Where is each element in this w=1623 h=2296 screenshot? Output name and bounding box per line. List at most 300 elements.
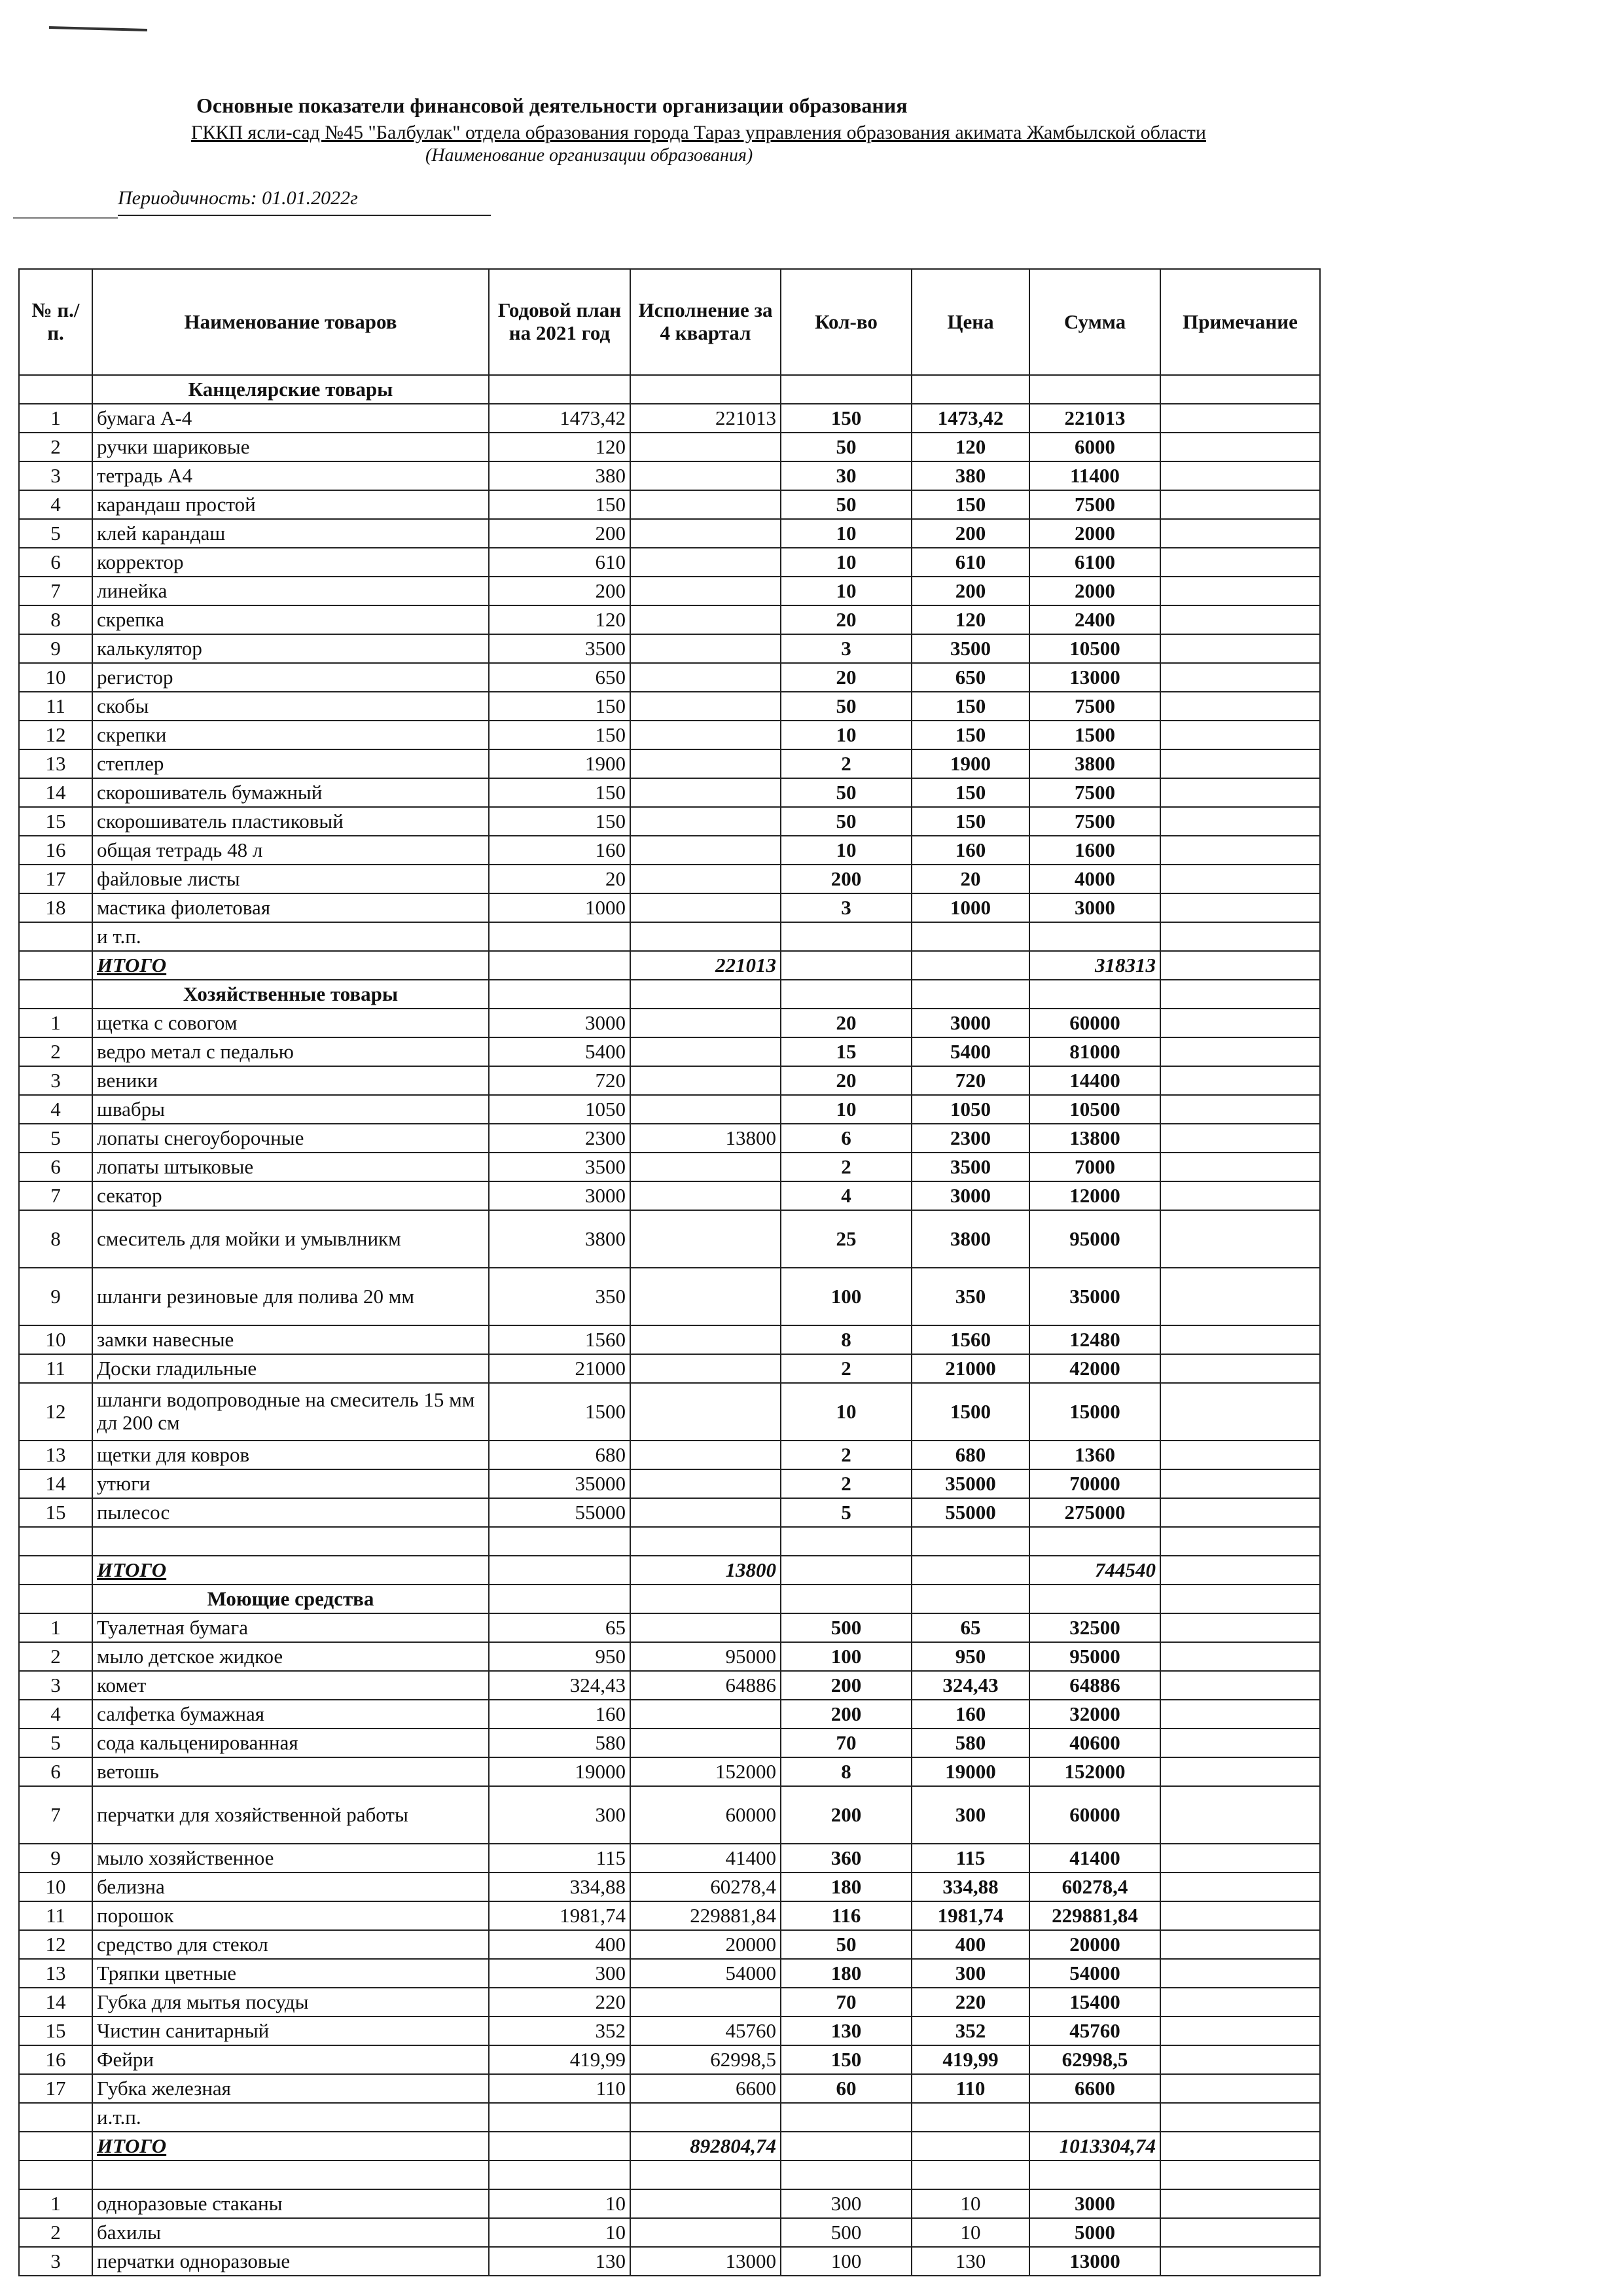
total-label: ИТОГО — [92, 951, 489, 980]
empty-cell — [1160, 375, 1320, 404]
price-value: 1560 — [912, 1325, 1029, 1354]
note-cell — [1160, 692, 1320, 721]
quantity-value: 300 — [781, 2189, 912, 2218]
row-number: 6 — [19, 1153, 92, 1181]
quantity-value: 15 — [781, 1037, 912, 1066]
note-cell — [1160, 1498, 1320, 1527]
empty-cell — [1029, 2103, 1160, 2132]
price-value: 300 — [912, 1786, 1029, 1844]
organization-caption: (Наименование организации образования) — [425, 145, 753, 166]
document-title: Основные показатели финансовой деятельности организации образования — [196, 94, 908, 117]
item-name: скрепки — [92, 721, 489, 749]
quantity-value: 200 — [781, 1671, 912, 1700]
table-row — [19, 1786, 1320, 1844]
empty-cell — [630, 1585, 781, 1613]
item-name: смеситель для мойки и умывлникм — [92, 1210, 489, 1268]
table-row — [19, 1901, 1320, 1930]
quantity-value: 2 — [781, 1153, 912, 1181]
plan-value: 400 — [489, 1930, 630, 1959]
row-number: 4 — [19, 1095, 92, 1124]
table-header-row — [19, 269, 1320, 375]
item-name: перчатки для хозяйственной работы — [92, 1786, 489, 1844]
table-row — [19, 1210, 1320, 1268]
note-cell — [1160, 634, 1320, 663]
table-row — [19, 1383, 1320, 1441]
execution-value — [630, 865, 781, 893]
quantity-value: 10 — [781, 1095, 912, 1124]
row-number: 2 — [19, 2218, 92, 2247]
note-cell — [1160, 749, 1320, 778]
table-row — [19, 1124, 1320, 1153]
note-cell — [1160, 778, 1320, 807]
execution-value: 13800 — [630, 1124, 781, 1153]
item-name: мыло детское жидкое — [92, 1642, 489, 1671]
row-number: 1 — [19, 404, 92, 433]
item-name: перчатки одноразовые — [92, 2247, 489, 2276]
item-name: корректор — [92, 548, 489, 577]
table-row — [19, 1037, 1320, 1066]
note-cell — [1160, 1210, 1320, 1268]
row-number: 11 — [19, 692, 92, 721]
note-cell — [1160, 404, 1320, 433]
etc-row — [19, 2103, 1320, 2132]
note-cell — [1160, 1009, 1320, 1037]
item-name: пылесос — [92, 1498, 489, 1527]
empty-cell — [19, 1556, 92, 1585]
sum-value: 6000 — [1029, 433, 1160, 461]
period-label: Периодичность: 01.01.2022г — [118, 187, 358, 209]
table-row — [19, 1354, 1320, 1383]
execution-value: 62998,5 — [630, 2045, 781, 2074]
section-header-row — [19, 980, 1320, 1009]
row-number: 8 — [19, 1210, 92, 1268]
item-name: регистор — [92, 663, 489, 692]
plan-value: 1500 — [489, 1383, 630, 1441]
item-name: лопаты штыковые — [92, 1153, 489, 1181]
table-row — [19, 1613, 1320, 1642]
item-name: порошок — [92, 1901, 489, 1930]
note-cell — [1160, 1469, 1320, 1498]
table-body — [19, 375, 1320, 2276]
sum-value: 7000 — [1029, 1153, 1160, 1181]
price-value: 3000 — [912, 1009, 1029, 1037]
execution-value: 60278,4 — [630, 1873, 781, 1901]
table-row — [19, 1700, 1320, 1729]
row-number: 2 — [19, 433, 92, 461]
plan-value: 419,99 — [489, 2045, 630, 2074]
row-number: 17 — [19, 865, 92, 893]
sum-value: 12480 — [1029, 1325, 1160, 1354]
table-row — [19, 1325, 1320, 1354]
table-row — [19, 1930, 1320, 1959]
empty-cell — [489, 1556, 630, 1585]
quantity-value: 50 — [781, 807, 912, 836]
plan-value: 150 — [489, 778, 630, 807]
sum-value: 15400 — [1029, 1988, 1160, 2017]
table-row — [19, 634, 1320, 663]
row-number: 13 — [19, 1959, 92, 1988]
price-value: 1500 — [912, 1383, 1029, 1441]
table-row — [19, 1988, 1320, 2017]
plan-value: 115 — [489, 1844, 630, 1873]
execution-value — [630, 1441, 781, 1469]
execution-value — [630, 548, 781, 577]
table-row — [19, 404, 1320, 433]
plan-value: 580 — [489, 1729, 630, 1757]
table-row — [19, 1642, 1320, 1671]
plan-value: 19000 — [489, 1757, 630, 1786]
plan-value: 10 — [489, 2189, 630, 2218]
empty-cell — [912, 922, 1029, 951]
plan-value: 2300 — [489, 1124, 630, 1153]
table-row — [19, 519, 1320, 548]
row-number: 15 — [19, 2017, 92, 2045]
execution-value: 229881,84 — [630, 1901, 781, 1930]
execution-value — [630, 2218, 781, 2247]
plan-value: 1981,74 — [489, 1901, 630, 1930]
note-cell — [1160, 433, 1320, 461]
total-execution: 892804,74 — [630, 2132, 781, 2161]
sum-value: 275000 — [1029, 1498, 1160, 1527]
quantity-value: 180 — [781, 1959, 912, 1988]
plan-value: 10 — [489, 2218, 630, 2247]
section-header-row — [19, 375, 1320, 404]
table-row — [19, 778, 1320, 807]
quantity-value: 50 — [781, 433, 912, 461]
note-cell — [1160, 1873, 1320, 1901]
execution-value — [630, 836, 781, 865]
quantity-value: 20 — [781, 1066, 912, 1095]
row-number: 3 — [19, 1671, 92, 1700]
row-number: 15 — [19, 807, 92, 836]
sum-value: 4000 — [1029, 865, 1160, 893]
note-cell — [1160, 1124, 1320, 1153]
quantity-value: 50 — [781, 778, 912, 807]
plan-value: 3500 — [489, 1153, 630, 1181]
sum-value: 45760 — [1029, 2017, 1160, 2045]
sum-value: 64886 — [1029, 1671, 1160, 1700]
col-header-price: Цена — [912, 269, 1029, 375]
table-row — [19, 605, 1320, 634]
sum-value: 5000 — [1029, 2218, 1160, 2247]
execution-value — [630, 1469, 781, 1498]
price-value: 1050 — [912, 1095, 1029, 1124]
empty-cell — [1160, 1556, 1320, 1585]
note-cell — [1160, 1757, 1320, 1786]
quantity-value: 30 — [781, 461, 912, 490]
execution-value: 54000 — [630, 1959, 781, 1988]
table-row — [19, 1873, 1320, 1901]
execution-value — [630, 433, 781, 461]
row-number: 9 — [19, 634, 92, 663]
note-cell — [1160, 1354, 1320, 1383]
price-value: 650 — [912, 663, 1029, 692]
note-cell — [1160, 865, 1320, 893]
item-name: швабры — [92, 1095, 489, 1124]
total-row — [19, 951, 1320, 980]
execution-value — [630, 1988, 781, 2017]
item-name: скобы — [92, 692, 489, 721]
empty-cell — [912, 1527, 1029, 1556]
empty-cell — [489, 375, 630, 404]
section-header-row — [19, 1585, 1320, 1613]
note-cell — [1160, 605, 1320, 634]
empty-cell — [1029, 922, 1160, 951]
execution-value — [630, 807, 781, 836]
price-value: 350 — [912, 1268, 1029, 1325]
table-row — [19, 692, 1320, 721]
execution-value: 152000 — [630, 1757, 781, 1786]
sum-value: 7500 — [1029, 807, 1160, 836]
note-cell — [1160, 1988, 1320, 2017]
table-row — [19, 1181, 1320, 1210]
table-row — [19, 1844, 1320, 1873]
plan-value: 3000 — [489, 1181, 630, 1210]
empty-cell — [781, 2132, 912, 2161]
plan-value: 680 — [489, 1441, 630, 1469]
item-name: скорошиватель бумажный — [92, 778, 489, 807]
execution-value — [630, 1153, 781, 1181]
table-row — [19, 1095, 1320, 1124]
etc-label — [92, 1527, 489, 1556]
price-value: 1981,74 — [912, 1901, 1029, 1930]
sum-value: 15000 — [1029, 1383, 1160, 1441]
note-cell — [1160, 807, 1320, 836]
note-cell — [1160, 1671, 1320, 1700]
row-number: 17 — [19, 2074, 92, 2103]
row-number: 14 — [19, 778, 92, 807]
plan-value: 3500 — [489, 634, 630, 663]
plan-value: 650 — [489, 663, 630, 692]
row-number: 7 — [19, 1786, 92, 1844]
plan-value: 350 — [489, 1268, 630, 1325]
price-value: 610 — [912, 548, 1029, 577]
item-name: Губка железная — [92, 2074, 489, 2103]
table-row — [19, 2218, 1320, 2247]
item-name: калькулятор — [92, 634, 489, 663]
note-cell — [1160, 1729, 1320, 1757]
note-cell — [1160, 663, 1320, 692]
execution-value — [630, 692, 781, 721]
sum-value: 152000 — [1029, 1757, 1160, 1786]
item-name: Губка для мытья посуды — [92, 1988, 489, 2017]
quantity-value: 10 — [781, 1383, 912, 1441]
total-execution: 221013 — [630, 951, 781, 980]
table-row — [19, 2017, 1320, 2045]
empty-cell — [489, 922, 630, 951]
empty-cell — [781, 375, 912, 404]
item-name: утюги — [92, 1469, 489, 1498]
price-value: 680 — [912, 1441, 1029, 1469]
price-value: 950 — [912, 1642, 1029, 1671]
execution-value: 20000 — [630, 1930, 781, 1959]
empty-cell — [19, 951, 92, 980]
row-number: 1 — [19, 1009, 92, 1037]
plan-value: 300 — [489, 1786, 630, 1844]
price-value: 324,43 — [912, 1671, 1029, 1700]
plan-value: 160 — [489, 836, 630, 865]
empty-cell — [19, 2103, 92, 2132]
execution-value — [630, 1037, 781, 1066]
sum-value: 95000 — [1029, 1642, 1160, 1671]
item-name: ветошь — [92, 1757, 489, 1786]
item-name: средство для стекол — [92, 1930, 489, 1959]
item-name: Доски гладильные — [92, 1354, 489, 1383]
execution-value — [630, 1354, 781, 1383]
price-value: 20 — [912, 865, 1029, 893]
item-name: Фейри — [92, 2045, 489, 2074]
empty-cell — [19, 375, 92, 404]
row-number: 3 — [19, 1066, 92, 1095]
plan-value: 120 — [489, 433, 630, 461]
plan-value: 55000 — [489, 1498, 630, 1527]
total-sum: 1013304,74 — [1029, 2132, 1160, 2161]
price-value: 5400 — [912, 1037, 1029, 1066]
plan-value: 720 — [489, 1066, 630, 1095]
execution-value: 60000 — [630, 1786, 781, 1844]
quantity-value: 50 — [781, 692, 912, 721]
row-number: 18 — [19, 893, 92, 922]
item-name: скорошиватель пластиковый — [92, 807, 489, 836]
item-name: мастика фиолетовая — [92, 893, 489, 922]
price-value: 580 — [912, 1729, 1029, 1757]
item-name: ведро метал с педалью — [92, 1037, 489, 1066]
empty-cell — [19, 1527, 92, 1556]
quantity-value: 3 — [781, 634, 912, 663]
quantity-value: 4 — [781, 1181, 912, 1210]
note-cell — [1160, 1181, 1320, 1210]
item-name: скрепка — [92, 605, 489, 634]
plan-value: 110 — [489, 2074, 630, 2103]
note-cell — [1160, 1700, 1320, 1729]
empty-cell — [1160, 2161, 1320, 2189]
note-cell — [1160, 1153, 1320, 1181]
quantity-value: 200 — [781, 865, 912, 893]
price-value: 35000 — [912, 1469, 1029, 1498]
plan-value: 200 — [489, 519, 630, 548]
execution-value — [630, 721, 781, 749]
execution-value — [630, 1009, 781, 1037]
table-row — [19, 893, 1320, 922]
sum-value: 42000 — [1029, 1354, 1160, 1383]
sum-value: 3800 — [1029, 749, 1160, 778]
plan-value: 380 — [489, 461, 630, 490]
note-cell — [1160, 1037, 1320, 1066]
sum-value: 13800 — [1029, 1124, 1160, 1153]
quantity-value: 130 — [781, 2017, 912, 2045]
empty-cell — [1160, 951, 1320, 980]
quantity-value: 150 — [781, 2045, 912, 2074]
sum-value: 229881,84 — [1029, 1901, 1160, 1930]
period-underline — [118, 215, 491, 216]
quantity-value: 8 — [781, 1325, 912, 1354]
table-row — [19, 548, 1320, 577]
sum-value: 60000 — [1029, 1786, 1160, 1844]
quantity-value: 20 — [781, 605, 912, 634]
execution-value — [630, 893, 781, 922]
quantity-value: 6 — [781, 1124, 912, 1153]
execution-value — [630, 1729, 781, 1757]
empty-cell — [489, 1585, 630, 1613]
plan-value: 5400 — [489, 1037, 630, 1066]
sum-value: 40600 — [1029, 1729, 1160, 1757]
table-row — [19, 461, 1320, 490]
price-value: 115 — [912, 1844, 1029, 1873]
empty-cell — [912, 951, 1029, 980]
item-name: степлер — [92, 749, 489, 778]
price-value: 3500 — [912, 634, 1029, 663]
execution-value — [630, 749, 781, 778]
item-name: комет — [92, 1671, 489, 1700]
empty-cell — [19, 980, 92, 1009]
sum-value: 32500 — [1029, 1613, 1160, 1642]
empty-cell — [1029, 1527, 1160, 1556]
price-value: 3800 — [912, 1210, 1029, 1268]
quantity-value: 200 — [781, 1700, 912, 1729]
row-number: 12 — [19, 1383, 92, 1441]
quantity-value: 70 — [781, 1729, 912, 1757]
row-number: 4 — [19, 1700, 92, 1729]
item-name: клей карандаш — [92, 519, 489, 548]
table-row — [19, 2045, 1320, 2074]
sum-value: 2000 — [1029, 577, 1160, 605]
note-cell — [1160, 893, 1320, 922]
note-cell — [1160, 1844, 1320, 1873]
row-number: 10 — [19, 1873, 92, 1901]
price-value: 55000 — [912, 1498, 1029, 1527]
empty-cell — [19, 922, 92, 951]
row-number: 4 — [19, 490, 92, 519]
item-name: лопаты снегоуборочные — [92, 1124, 489, 1153]
execution-value: 221013 — [630, 404, 781, 433]
total-label: ИТОГО — [92, 1556, 489, 1585]
quantity-value: 2 — [781, 749, 912, 778]
row-number: 3 — [19, 2247, 92, 2276]
note-cell — [1160, 1930, 1320, 1959]
row-number: 3 — [19, 461, 92, 490]
plan-value: 20 — [489, 865, 630, 893]
item-name: карандаш простой — [92, 490, 489, 519]
empty-cell — [1029, 1585, 1160, 1613]
empty-cell — [1160, 1585, 1320, 1613]
execution-value — [630, 519, 781, 548]
empty-cell — [630, 922, 781, 951]
table-row — [19, 836, 1320, 865]
item-name: одноразовые стаканы — [92, 2189, 489, 2218]
col-header-exec: Исполнение за 4 квартал — [630, 269, 781, 375]
price-value: 10 — [912, 2189, 1029, 2218]
table-row — [19, 1268, 1320, 1325]
quantity-value: 10 — [781, 548, 912, 577]
plan-value: 1900 — [489, 749, 630, 778]
sum-value: 81000 — [1029, 1037, 1160, 1066]
col-header-note: Примечание — [1160, 269, 1320, 375]
note-cell — [1160, 548, 1320, 577]
item-name: линейка — [92, 577, 489, 605]
row-number: 11 — [19, 1901, 92, 1930]
table-row — [19, 1066, 1320, 1095]
sum-value: 12000 — [1029, 1181, 1160, 1210]
item-name: Чистин санитарный — [92, 2017, 489, 2045]
table-row — [19, 749, 1320, 778]
financial-table — [18, 268, 1321, 2276]
price-value: 300 — [912, 1959, 1029, 1988]
sum-value: 7500 — [1029, 778, 1160, 807]
item-name: шланги водопроводные на смеситель 15 мм дл 200 см — [92, 1383, 489, 1441]
row-number: 14 — [19, 1469, 92, 1498]
row-number: 2 — [19, 1037, 92, 1066]
sum-value: 41400 — [1029, 1844, 1160, 1873]
